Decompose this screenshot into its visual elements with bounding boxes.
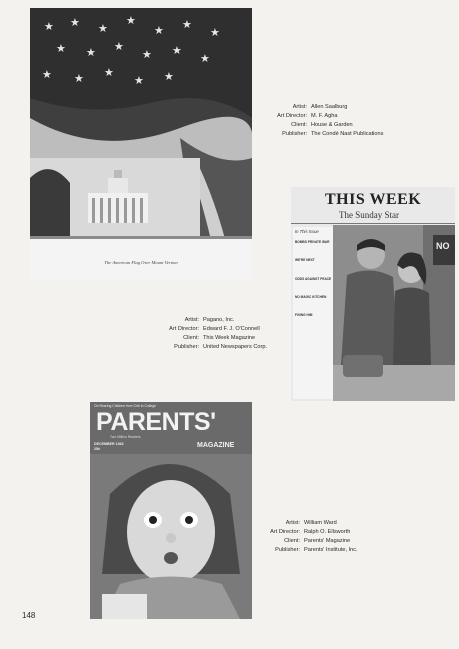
flag-mount-vernon-illustration — [30, 8, 252, 281]
sunday-star-subtitle: The Sunday Star — [339, 210, 399, 220]
credit-artist: Artist: Pagano, Inc. — [184, 317, 235, 323]
svg-text:★: ★ — [142, 49, 152, 61]
svg-text:★: ★ — [200, 53, 210, 65]
svg-text:★: ★ — [134, 75, 144, 87]
parents-date: DECEMBER 1943 — [94, 442, 124, 446]
svg-text:★: ★ — [164, 71, 174, 83]
svg-text:★: ★ — [114, 41, 124, 53]
svg-text:★: ★ — [172, 45, 182, 57]
svg-text:★: ★ — [104, 67, 114, 79]
this-week-masthead: THIS WEEK — [325, 191, 422, 208]
sign-text: NO — [436, 241, 450, 251]
credits-block-3 — [246, 519, 358, 555]
parents-top-line: On Rearing Children from Crib to College — [94, 404, 157, 408]
credit-publisher: Publisher: The Condé Nast Publications — [282, 131, 384, 137]
credits-block-2 — [145, 316, 267, 352]
credit-artist: Artist: William Ward — [285, 520, 337, 526]
page-number: 148 — [22, 611, 36, 620]
parents-subtitle: MAGAZINE — [197, 442, 235, 449]
svg-text:★: ★ — [44, 21, 54, 33]
credit-publisher: Publisher: United Newspapers Corp. — [174, 344, 268, 350]
credit-publisher: Publisher: Parents' Institute, Inc. — [275, 547, 358, 553]
credit-client: Client: Parents' Magazine — [284, 538, 351, 544]
svg-text:★: ★ — [182, 19, 192, 31]
parents-title: PARENTS' — [96, 408, 216, 436]
parents-price: 25¢ — [94, 447, 100, 451]
credits-block-1 — [253, 103, 383, 139]
this-week-cover — [291, 187, 455, 401]
credit-art-director: Art Director: M. F. Agha — [277, 113, 338, 119]
girl-portrait — [90, 454, 252, 619]
credit-art-director: Art Director: Edward F. J. O'Connell — [169, 326, 260, 332]
svg-text:★: ★ — [70, 17, 80, 29]
illustration-caption: The American Flag Over Mount Vernon — [104, 260, 178, 265]
cover-sidebar: In This Issue BOMBS PRIVATE WAR WE'RE NEXT ODDS AGAINST PEACE NO MAGIC KITCHEN FIXING HIM — [293, 227, 333, 399]
svg-text:★: ★ — [210, 27, 220, 39]
credit-client: Client: This Week Magazine — [183, 335, 256, 341]
svg-text:★: ★ — [86, 47, 96, 59]
svg-text:★: ★ — [56, 43, 66, 55]
svg-text:★: ★ — [126, 15, 136, 27]
svg-text:★: ★ — [154, 25, 164, 37]
credit-art-director: Art Director: Ralph O. Ellsworth — [270, 529, 351, 535]
svg-text:★: ★ — [42, 69, 52, 81]
svg-text:★: ★ — [98, 23, 108, 35]
parents-magazine-cover — [90, 402, 252, 619]
svg-text:★: ★ — [74, 73, 84, 85]
credit-artist: Artist: Allen Saalburg — [292, 104, 348, 110]
credit-client: Client: House & Garden — [291, 122, 353, 128]
couple-photo — [333, 225, 455, 401]
parents-circulation: Two Million Readers — [110, 435, 141, 439]
